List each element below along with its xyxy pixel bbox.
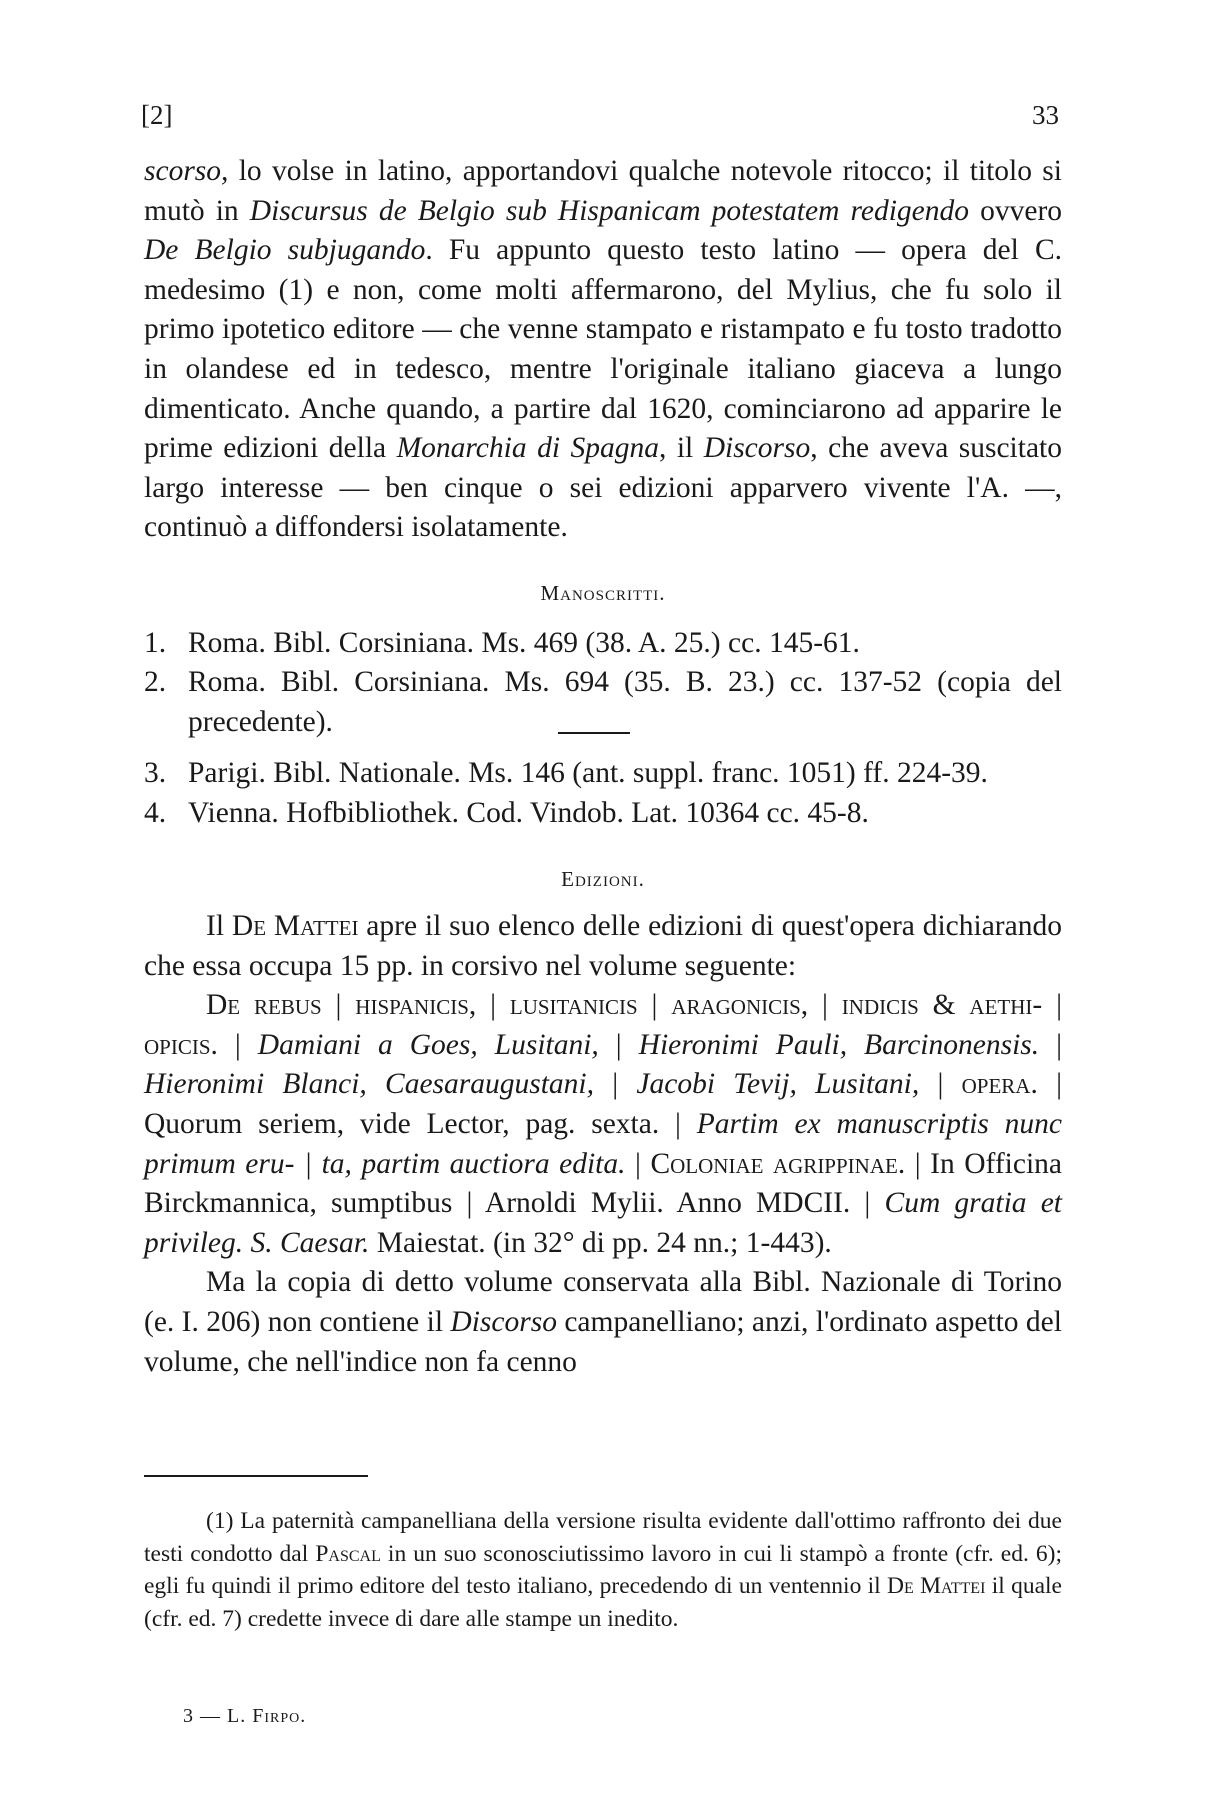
section-marker: [2] xyxy=(141,100,173,130)
paragraph-bibliographic-title: De rebus | hispanicis, | lusitanicis | aragonicis, | indicis & aethi- | opicis. | Damiani a Goes, Lusitani, | Hieronimi Pauli, Barcinonensis. | Hieronimi Blanci, Caesaraugustani, | Jacobi Tevij, Lusitani, | opera. | Quorum seriem, vide Lector, pag. sexta. | Partim ex manuscriptis nunc primum eru- | ta, partim auctiora edita. | Coloniae agrippinae. | In Officina Birckmannica, sumptibus | Arnoldi Mylii. Anno MDCII. | Cum gratia et privileg. S. Caesar. Maiestat. (in 32° di pp. 24 nn.; 1-443). xyxy=(144,989,1063,1259)
manuscripts-list xyxy=(144,624,1062,743)
list-item: 3. Parigi. Bibl. Nationale. Ms. 146 (ant. suppl. franc. 1051) ff. 224-39. xyxy=(144,757,988,790)
list-item: 4. Vienna. Hofbibliothek. Cod. Vindob. Lat. 10364 cc. 45-8. xyxy=(144,796,869,829)
page-number: 33 xyxy=(1032,100,1059,130)
edizioni-heading: Edizioni. xyxy=(561,866,645,891)
list-item: 2. Roma. Bibl. Corsiniana. Ms. 694 (35. B. 23.) cc. 137-52 (copia del precedente). xyxy=(144,666,1062,738)
main-text xyxy=(144,152,1062,1382)
paragraph-torino-copy: Ma la copia di detto volume conservata alla Bibl. Nazionale di Torino (e. I. 206) non contiene il Discorso campanelliano; anzi, l'ordinato aspetto del volume, che nell'indice non fa cenno xyxy=(144,1266,1062,1378)
footnote-text: (1) La paternità campanelliana della versione risulta evidente dall'ottimo raffronto dei due testi condotto dal Pascal in un suo sconosciutissimo lavoro in cui li stampò a fronte (cfr. ed. 6); egli fu quindi il primo editore del testo italiano, precedendo di un ventennio il De Mattei il quale (cfr. ed. 7) credette invece di dare alle stampe un inedito. xyxy=(144,1508,1062,1633)
paragraph-intro: scorso, lo volse in latino, apportandovi qualche notevole ritocco; il titolo si mutò in Discursus de Belgio sub Hispanicam potestatem redigendo ovvero De Belgio subjugando. Fu appunto questo testo latino — opera del C. medesimo (1) e non, come molti affermarono, del Mylius, che fu solo il primo ipotetico editore — che venne stampato e ristampato e fu tosto tradotto in olandese ed in tedesco, mentre l'originale italiano giaceva a lungo dimenticato. Anche quando, a partire dal 1620, cominciarono ad apparire le prime edizioni della Monarchia di Spagna, il Discorso, che aveva suscitato largo interesse — ben cinque o sei edizioni apparvero vivente l'A. —, continuò a diffondersi isolatamente. xyxy=(144,155,1063,544)
manuscripts-list-continued xyxy=(144,754,1062,833)
running-header xyxy=(141,100,1059,140)
footnote xyxy=(144,1505,1062,1636)
paragraph-de-mattei: Il De Mattei apre il suo elenco delle edizioni di quest'opera dichiarando che essa occupa 15 pp. in corsivo nel volume seguente: xyxy=(144,910,1062,982)
printer-signature: 3 — L. Firpo. xyxy=(183,1705,307,1727)
manoscritti-heading: Manoscritti. xyxy=(540,580,666,605)
list-item: 1. Roma. Bibl. Corsiniana. Ms. 469 (38. A. 25.) cc. 145-61. xyxy=(144,626,860,659)
footnote-rule xyxy=(144,1475,368,1477)
